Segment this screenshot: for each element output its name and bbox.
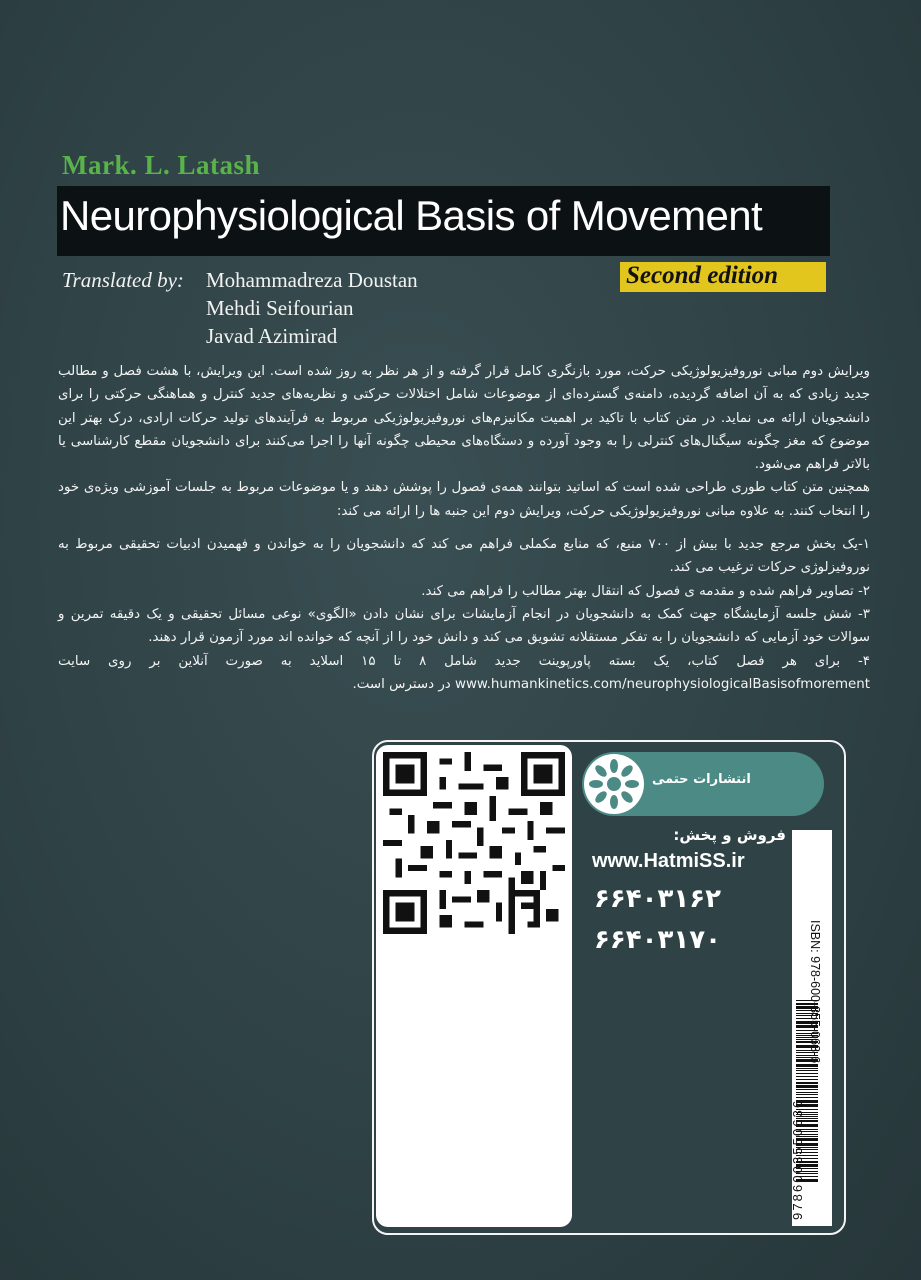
feature-item (58, 650, 870, 697)
isbn-label: ISBN: 978-600-355-063-6 (808, 920, 822, 1064)
sales-label: فروش و پخش: (673, 826, 786, 844)
book-title: Neurophysiological Basis of Movement (60, 192, 763, 239)
publisher-name: انتشارات حتمی (652, 772, 751, 787)
translator-name: Mohammadreza Doustan (206, 268, 418, 292)
barcode-digits: 9786003550636 (790, 1098, 805, 1220)
publisher-website[interactable]: www.HatmiSS.ir (592, 850, 745, 872)
feature-text: در دسترس است. (352, 676, 451, 692)
translated-by-label: Translated by: (62, 268, 184, 292)
description-paragraph: همچنین متن کتاب طوری طراحی شده است که اساتید بتوانند همه‌ی فصول را پوشش دهند و یا موضوعات مربوط به جلسات آموزشی ویژه‌ی خود را انتخاب کنند. به علاوه مبانی نوروفیزیولوژیکی حرکت، ویرایش دوم این جنبه ها را ارائه می کند: (58, 480, 870, 519)
feature-item: ۱-یک بخش مرجع جدید با بیش از ۷۰۰ منبع، که منابع مکملی فراهم می کند که دانشجویان را به خواندن و فهمیدن ادبیات تحقیقی مربوط به نوروفیزلوژی حرکات ترغیب می کند. (58, 537, 870, 576)
qr-code-icon[interactable] (383, 752, 565, 934)
phone-number: ۶۶۴۰۳۱۷۰ (594, 925, 721, 955)
description-paragraph: ویرایش دوم مبانی نوروفیزیولوژیکی حرکت، مورد بازنگری کامل قرار گرفته و از هر نظر به روز شده است. این ویرایش، با هشت فصل و مطالب جدید زیادی که به آن اضافه گردیده، دامنه‌ی گسترده‌ای از موضوعات شامل اختلالات حرکتی و نظریه‌های جدید کنترل و هماهنگی حرکتی را برای دانشجویان ارائه می نماید. در متن کتاب با تاکید بر اهمیت مکانیزم‌های نوروفیزیولوژیکی مربوط به فرآیندهای تولید حرکات ارادی، درک بهتر این موضوع که مغز چگونه سیگنال‌های کنترلی را به وجود آورده و دستگاه‌های محیطی چگونه آنها را اجرا می‌کنند برای دانشجویان مقطع کارشناسی یا بالاتر فراهم می‌شود. (58, 364, 870, 473)
website-link[interactable]: www.humankinetics.com/neurophysiologicalBasisofmorement (455, 676, 870, 692)
author-name: Mark. L. Latash (62, 150, 261, 180)
feature-item: ۳- شش جلسه آزمایشگاه جهت کمک به دانشجویان در انجام آزمایشات برای نشان دادن «الگوی» نوعی مسائل تحقیقی و یک دقیقه تمرین و سوالات خود آزمایی که دانشجویان را به تفکر مستقلانه تشویق می کند و دانش خود را از آنچه که خوانده اند مورد آزمون قرار دهند. (58, 606, 870, 646)
edition-label: Second edition (626, 262, 779, 289)
feature-text: ۴- برای هر فصل کتاب، یک بسته پاورپوینت جدید شامل ۸ تا ۱۵ اسلاید به صورت آنلاین بر روی سایت (58, 653, 870, 669)
phone-number: ۶۶۴۰۳۱۶۲ (594, 884, 721, 914)
feature-item: ۲- تصاویر فراهم شده و مقدمه ی فصول که انتقال بهتر مطالب را فراهم می کند. (421, 583, 870, 599)
translator-name: Mehdi Seifourian (206, 296, 354, 320)
translator-name: Javad Azimirad (206, 324, 338, 348)
book-description (58, 360, 870, 696)
